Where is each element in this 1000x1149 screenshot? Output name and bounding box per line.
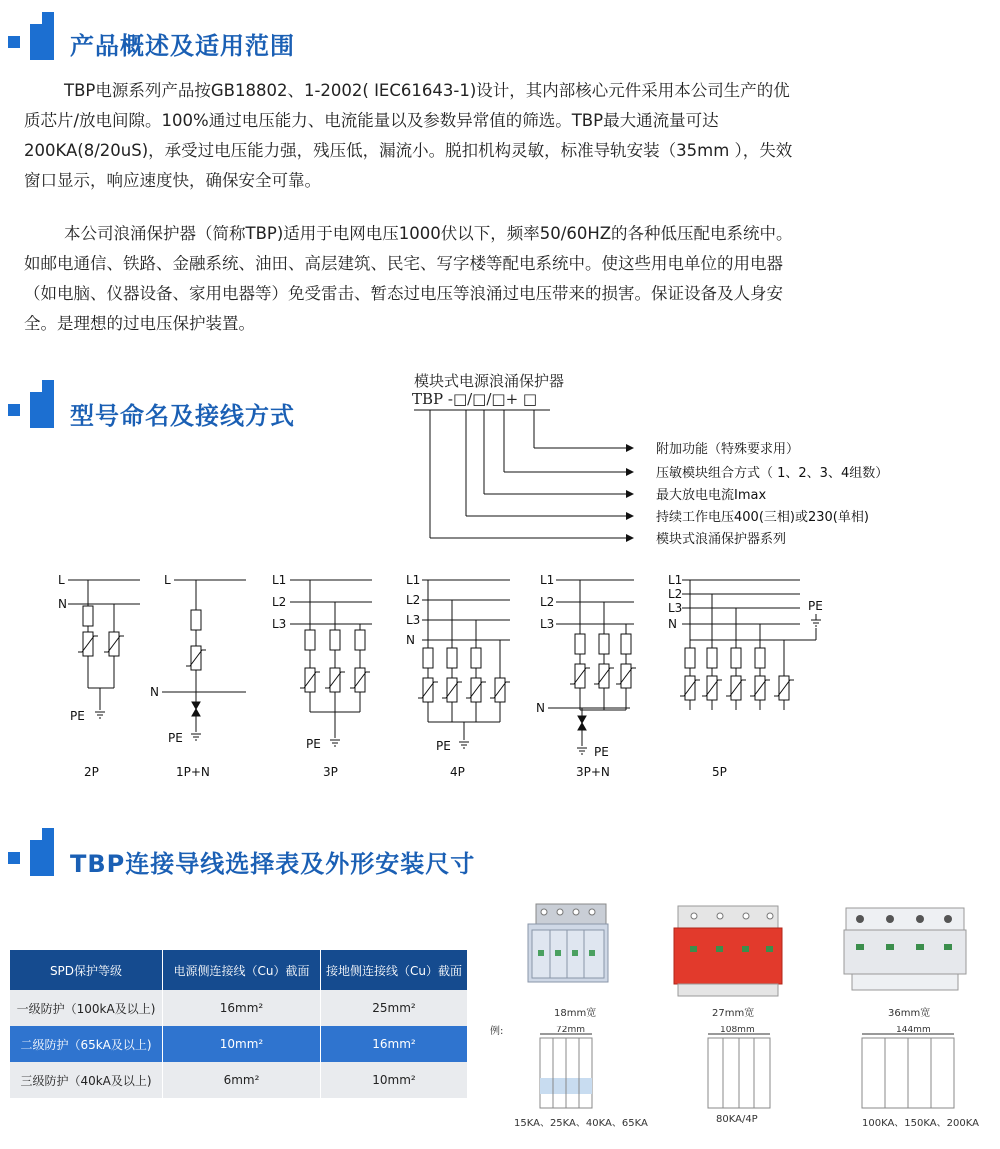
- section-logo-icon: [8, 12, 54, 58]
- text-line: 200KA(8/20uS)，承受过电压能力强，残压低，漏流小。脱扣机构灵敏，标准导轨安装（35mm ），失效: [24, 141, 793, 160]
- wiring-4p: [406, 573, 510, 779]
- table-header: 电源侧连接线（Cu）截面: [163, 950, 321, 990]
- line-label: L2: [272, 595, 287, 609]
- wiring-name: 3P+N: [576, 765, 610, 779]
- product-ratings: 15KA、25KA、40KA、65KA: [514, 1118, 648, 1129]
- wiring-5p: [668, 573, 823, 779]
- code-label: 压敏模块组合方式（ 1、2、3、4组数）: [656, 466, 889, 481]
- line-label: L1: [668, 573, 683, 587]
- wiring-1p-n: [150, 573, 246, 779]
- product-width-label: 36mm宽: [888, 1008, 931, 1019]
- dimension-label: 108mm: [720, 1026, 755, 1035]
- wiring-3p-n: [536, 573, 636, 779]
- text-line: 质芯片/放电间隙。100%通过电压能力、电流能量以及参数异常值的筛选。TBP最大通流量可达: [24, 111, 719, 130]
- wiring-3p: [272, 573, 372, 779]
- pe-label: PE: [436, 739, 451, 753]
- table-row: [10, 1062, 468, 1098]
- line-label: N: [58, 597, 67, 611]
- line-label: N: [668, 617, 677, 631]
- dimension-label: 72mm: [556, 1026, 585, 1035]
- line-label: L3: [406, 613, 421, 627]
- text-line: TBP电源系列产品按GB18802、1-2002( IEC61643-1)设计，其内部核心元件采用本公司生产的优: [64, 81, 790, 100]
- wire-selection-table: [10, 950, 468, 1098]
- model-code-diagram: [400, 400, 960, 552]
- text-line: 窗口显示，响应速度快，确保安全可靠。: [24, 171, 321, 190]
- line-label: L2: [406, 593, 421, 607]
- code-label: 附加功能（特殊要求用）: [656, 442, 800, 457]
- wiring-name: 2P: [84, 765, 99, 779]
- table-cell: 10mm²: [321, 1062, 468, 1098]
- wiring-name: 1P+N: [176, 765, 210, 779]
- table-cell: 一级防护（100kA及以上): [10, 990, 163, 1026]
- pe-label: PE: [70, 709, 85, 723]
- table-cell: 10mm²: [163, 1026, 321, 1062]
- line-label: L: [164, 573, 171, 587]
- overview-paragraph-1: [24, 76, 999, 196]
- line-label: L1: [406, 573, 421, 587]
- wiring-name: 3P: [323, 765, 338, 779]
- product-ratings: 80KA/4P: [716, 1114, 758, 1125]
- text-line: 如邮电通信、铁路、金融系统、油田、高层建筑、民宅、写字楼等配电系统中。使这些用电单位的用电器: [24, 254, 783, 273]
- line-label: L3: [272, 617, 287, 631]
- table-header: SPD保护等级: [10, 950, 163, 990]
- table-row: [10, 990, 468, 1026]
- line-label: N: [536, 701, 545, 715]
- product-image-18mm: [522, 900, 612, 1000]
- code-label: 持续工作电压400(三相)或230(单相): [656, 510, 869, 525]
- dimension-label: 144mm: [896, 1026, 931, 1035]
- line-label: L3: [540, 617, 555, 631]
- line-label: N: [406, 633, 415, 647]
- code-title: 模块式电源浪涌保护器: [414, 372, 565, 390]
- table-cell: 三级防护（40kA及以上): [10, 1062, 163, 1098]
- line-label: L1: [540, 573, 555, 587]
- table-cell: 25mm²: [321, 990, 468, 1026]
- table-cell: 16mm²: [321, 1026, 468, 1062]
- product-image-27mm: [672, 900, 784, 1000]
- overview-paragraph-2: [24, 219, 999, 339]
- dimension-drawing-144mm: [858, 1026, 968, 1112]
- dimension-drawing-108mm: [704, 1026, 784, 1112]
- section-title-wire-selection: TBP连接导线选择表及外形安装尺寸: [70, 850, 476, 878]
- pe-label: PE: [594, 745, 609, 759]
- section-title-model-naming: 型号命名及接线方式: [70, 402, 295, 430]
- wiring-name: 5P: [712, 765, 727, 779]
- wiring-name: 4P: [450, 765, 465, 779]
- section-logo-icon: [8, 828, 54, 874]
- table-row: [10, 1026, 468, 1062]
- table-header-row: [10, 950, 468, 990]
- line-label: L1: [272, 573, 287, 587]
- section-title-overview: 产品概述及适用范围: [70, 32, 295, 60]
- wiring-diagrams: [0, 560, 1000, 790]
- line-label: L3: [668, 601, 683, 615]
- pe-label: PE: [808, 599, 823, 613]
- code-label: 模块式浪涌保护器系列: [656, 532, 787, 547]
- table-cell: 二级防护（65kA及以上): [10, 1026, 163, 1062]
- section-logo-icon: [8, 380, 54, 426]
- wiring-2p: [58, 573, 140, 779]
- product-width-label: 27mm宽: [712, 1008, 755, 1019]
- pe-label: PE: [306, 737, 321, 751]
- example-label: 例:: [490, 1026, 504, 1037]
- code-label: 最大放电电流Imax: [656, 488, 767, 503]
- line-label: N: [150, 685, 159, 699]
- text-line: 全。是理想的过电压保护装置。: [24, 314, 255, 333]
- table-cell: 6mm²: [163, 1062, 321, 1098]
- code-pattern: TBP -□/□/□+ □: [412, 390, 538, 408]
- text-line: 本公司浪涌保护器（简称TBP)适用于电网电压1000伏以下，频率50/60HZ的各种低压配电系统中。: [64, 224, 793, 243]
- table-cell: 16mm²: [163, 990, 321, 1026]
- line-label: L: [58, 573, 65, 587]
- line-label: L2: [540, 595, 555, 609]
- dimension-drawing-72mm: [536, 1026, 626, 1112]
- product-width-label: 18mm宽: [554, 1008, 597, 1019]
- product-image-36mm: [842, 904, 968, 1000]
- table-header: 接地侧连接线（Cu）截面: [321, 950, 468, 990]
- text-line: （如电脑、仪器设备、家用电器等）免受雷击、暂态过电压等浪涌过电压带来的损害。保证设备及人身安: [24, 284, 783, 303]
- pe-label: PE: [168, 731, 183, 745]
- product-ratings: 100KA、150KA、200KA: [862, 1118, 979, 1129]
- line-label: L2: [668, 587, 683, 601]
